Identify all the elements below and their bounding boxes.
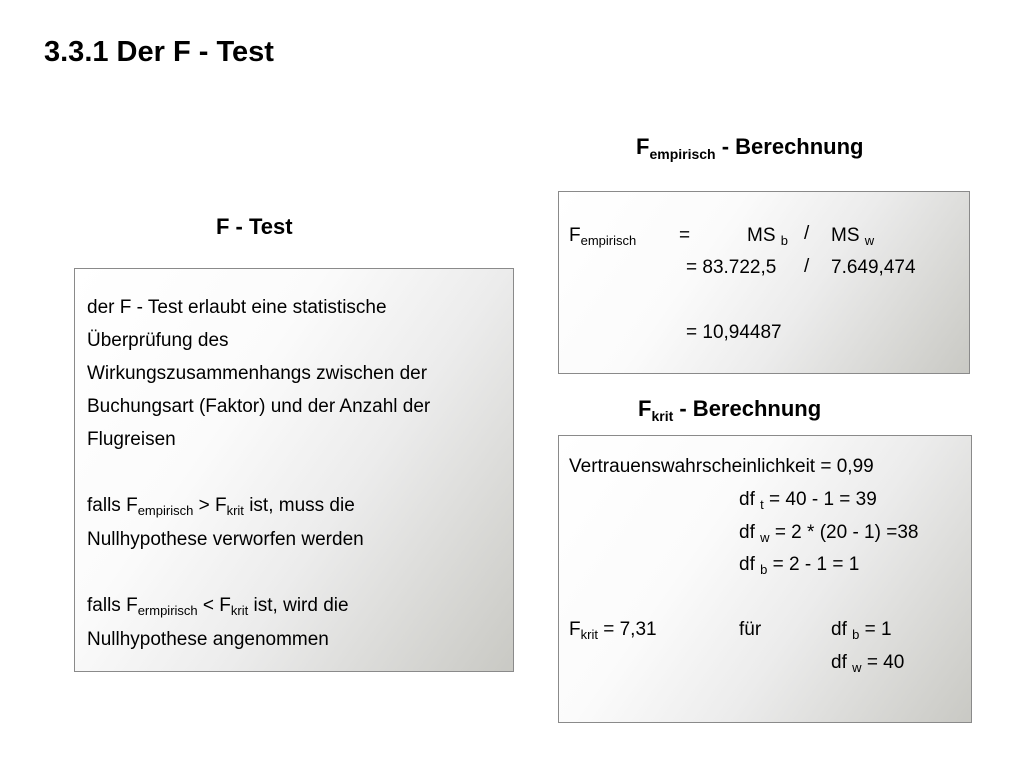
description-line: der F - Test erlaubt eine statistische <box>87 297 387 318</box>
fkrit-df-b: df $_b$ = 1 <box>831 619 892 642</box>
ftest-description-box <box>74 268 514 672</box>
df-total: df $_t$ = 40 - 1 = 39 <box>739 489 877 512</box>
femp-ms-b: MS $_b$ <box>747 225 789 248</box>
df-within: df $_w$ = 2 * (20 - 1) =38 <box>739 522 919 545</box>
femp-result: = 10,94487 <box>686 322 782 343</box>
fkrit-result: $F_{krit} = 7,31$ <box>569 619 657 642</box>
fkrit-for-label: für <box>739 619 762 640</box>
fkrit-df-w: df $_w$ = 40 <box>831 652 905 675</box>
description-line: Flugreisen <box>87 429 176 450</box>
rule-reject-line2: Nullhypothese verworfen werden <box>87 529 364 550</box>
femp-label: $F_{empirisch}$ <box>569 225 637 248</box>
femp-values-divide: / <box>804 256 810 277</box>
femp-calc-box <box>558 191 970 374</box>
rule-accept: falls $F_{ermpirisch} < F_{krit}$ ist, wird die <box>87 595 349 618</box>
femp-equals: = <box>679 225 691 246</box>
ftest-description <box>87 291 430 656</box>
rule-accept-line2: Nullhypothese angenommen <box>87 629 329 650</box>
femp-ms-w: MS $_w$ <box>831 225 875 248</box>
confidence-level: Vertrauenswahrscheinlichkeit = 0,99 <box>569 456 874 477</box>
femp-values-right: 7.649,474 <box>831 257 916 278</box>
femp-divide: / <box>804 223 810 244</box>
description-line: Wirkungszusammenhangs zwischen der <box>87 363 428 384</box>
ftest-heading: F - Test <box>216 214 293 239</box>
fkrit-calc-box <box>558 435 972 723</box>
slide-title: 3.3.1 Der F - Test <box>44 36 274 68</box>
femp-heading: $F_{empirisch}$ - Berechnung <box>636 134 864 162</box>
description-line: Überprüfung des <box>87 330 229 351</box>
fkrit-heading: $F_{krit}$ - Berechnung <box>638 396 822 424</box>
rule-reject: falls $F_{empirisch} > F_{krit}$ ist, muss die <box>87 495 355 518</box>
df-between: df $_b$ = 2 - 1 = 1 <box>739 554 860 577</box>
femp-values-left: = 83.722,5 <box>686 257 777 278</box>
description-line: Buchungsart (Faktor) und der Anzahl der <box>87 396 431 417</box>
